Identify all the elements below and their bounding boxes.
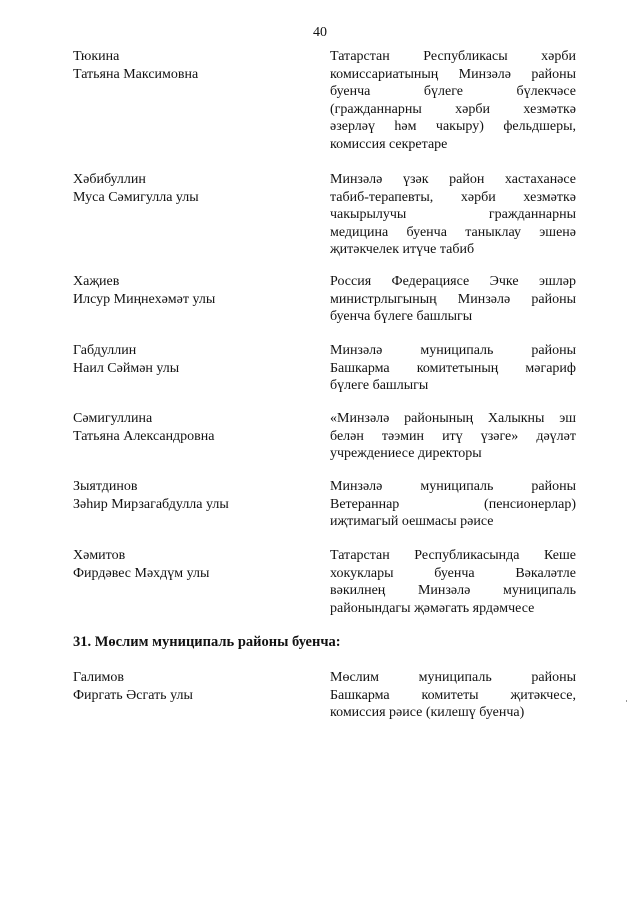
position-line: Башкарма комитеты җитәкчесе, [330,687,576,703]
member-position [330,478,576,531]
member-surname: Галимов [73,670,125,685]
member-given-names: Татьяна Александровна [73,428,215,444]
position-line: буенча бүлеге башлыгы [330,309,473,324]
position-line: министрлыгының Минзәлә районы [330,291,576,307]
member-position [330,547,576,617]
member-name [73,669,303,704]
member-given-names: Муса Сәмигулла улы [73,189,199,205]
position-line: Башкарма комитетының мәгариф [330,360,576,376]
position-line: комиссия секретаре [330,136,448,152]
member-name [73,48,303,83]
member-given-names: Наил Сәймән улы [73,360,180,376]
position-line: табиб-терапевты, хәрби хезмәткә [330,189,576,205]
member-name [73,478,303,513]
member-position [330,342,576,395]
position-line: Минзәлә муниципаль районы [330,479,576,494]
position-line: белән тәэмин итү үзәге» дәүләт [330,428,576,444]
member-position [330,171,576,259]
position-line: буенча бүлеге бүлекчәсе [330,84,576,99]
member-name [73,342,303,377]
member-position [330,48,576,153]
member-surname: Хаҗиев [73,274,120,289]
member-given-names: Фирдәвес Мәхдүм улы [73,565,210,581]
position-line: Минзәлә үзәк район хастаханәсе [330,172,576,187]
position-line: иҗтимагый оешмасы рәисе [330,514,494,529]
member-surname: Зыятдинов [73,479,138,494]
member-name [73,410,303,445]
position-line: Минзәлә муниципаль районы [330,343,576,358]
scan-speck [626,700,627,702]
member-surname: Хәмитов [73,548,126,563]
member-given-names: Татьяна Максимовна [73,66,199,82]
member-position [330,410,576,463]
position-line: медицина буенча таныклау эшенә [330,224,576,240]
position-line: комиссариатының Минзәлә районы [330,66,576,82]
position-line: Россия Федерациясе Эчке эшләр [330,274,576,289]
member-surname: Габдуллин [73,343,137,358]
position-line: комиссия рәисе (килешү буенча) [330,705,525,720]
position-line: Татарстан Республикасы хәрби [330,49,576,64]
position-line: бүлеге башлыгы [330,378,429,393]
member-name [73,273,303,308]
member-position [330,273,576,326]
position-line: (гражданнарны хәрби хезмәткә [330,101,576,117]
member-given-names: Фиргать Әсгать улы [73,687,193,703]
position-line: әзерләү һәм чакыру) фельдшеры, [330,119,576,134]
position-line: хокуклары буенча Вәкаләтле [330,565,576,581]
member-given-names: Илсур Миңнехәмәт улы [73,291,216,307]
position-line: чакырылучы гражданнарны [330,207,576,222]
section-heading: 31. Мөслим муниципаль районы буенча: [73,634,341,650]
position-line: Ветераннар (пенсионерлар) [330,496,576,512]
position-line: Мөслим муниципаль районы [330,670,576,685]
member-given-names: Зәһир Мирзагабдулла улы [73,496,229,512]
position-line: Татарстан Республикасында Кеше [330,548,576,563]
member-name [73,171,303,206]
position-line: вәкилнең Минзәлә муниципаль [330,583,576,598]
member-surname: Хәбибуллин [73,172,146,187]
position-line: җитәкчелек итүче табиб [330,242,475,257]
member-position [330,669,576,722]
position-line: районындагы җәмәгать ярдәмчесе [330,600,535,616]
position-line: учреждениесе директоры [330,446,482,461]
page-number: 40 [313,25,327,40]
member-surname: Сәмигуллина [73,411,153,426]
member-name [73,547,303,582]
member-surname: Тюкина [73,49,120,64]
position-line: «Минзәлә районының Халыкны эш [330,411,576,426]
